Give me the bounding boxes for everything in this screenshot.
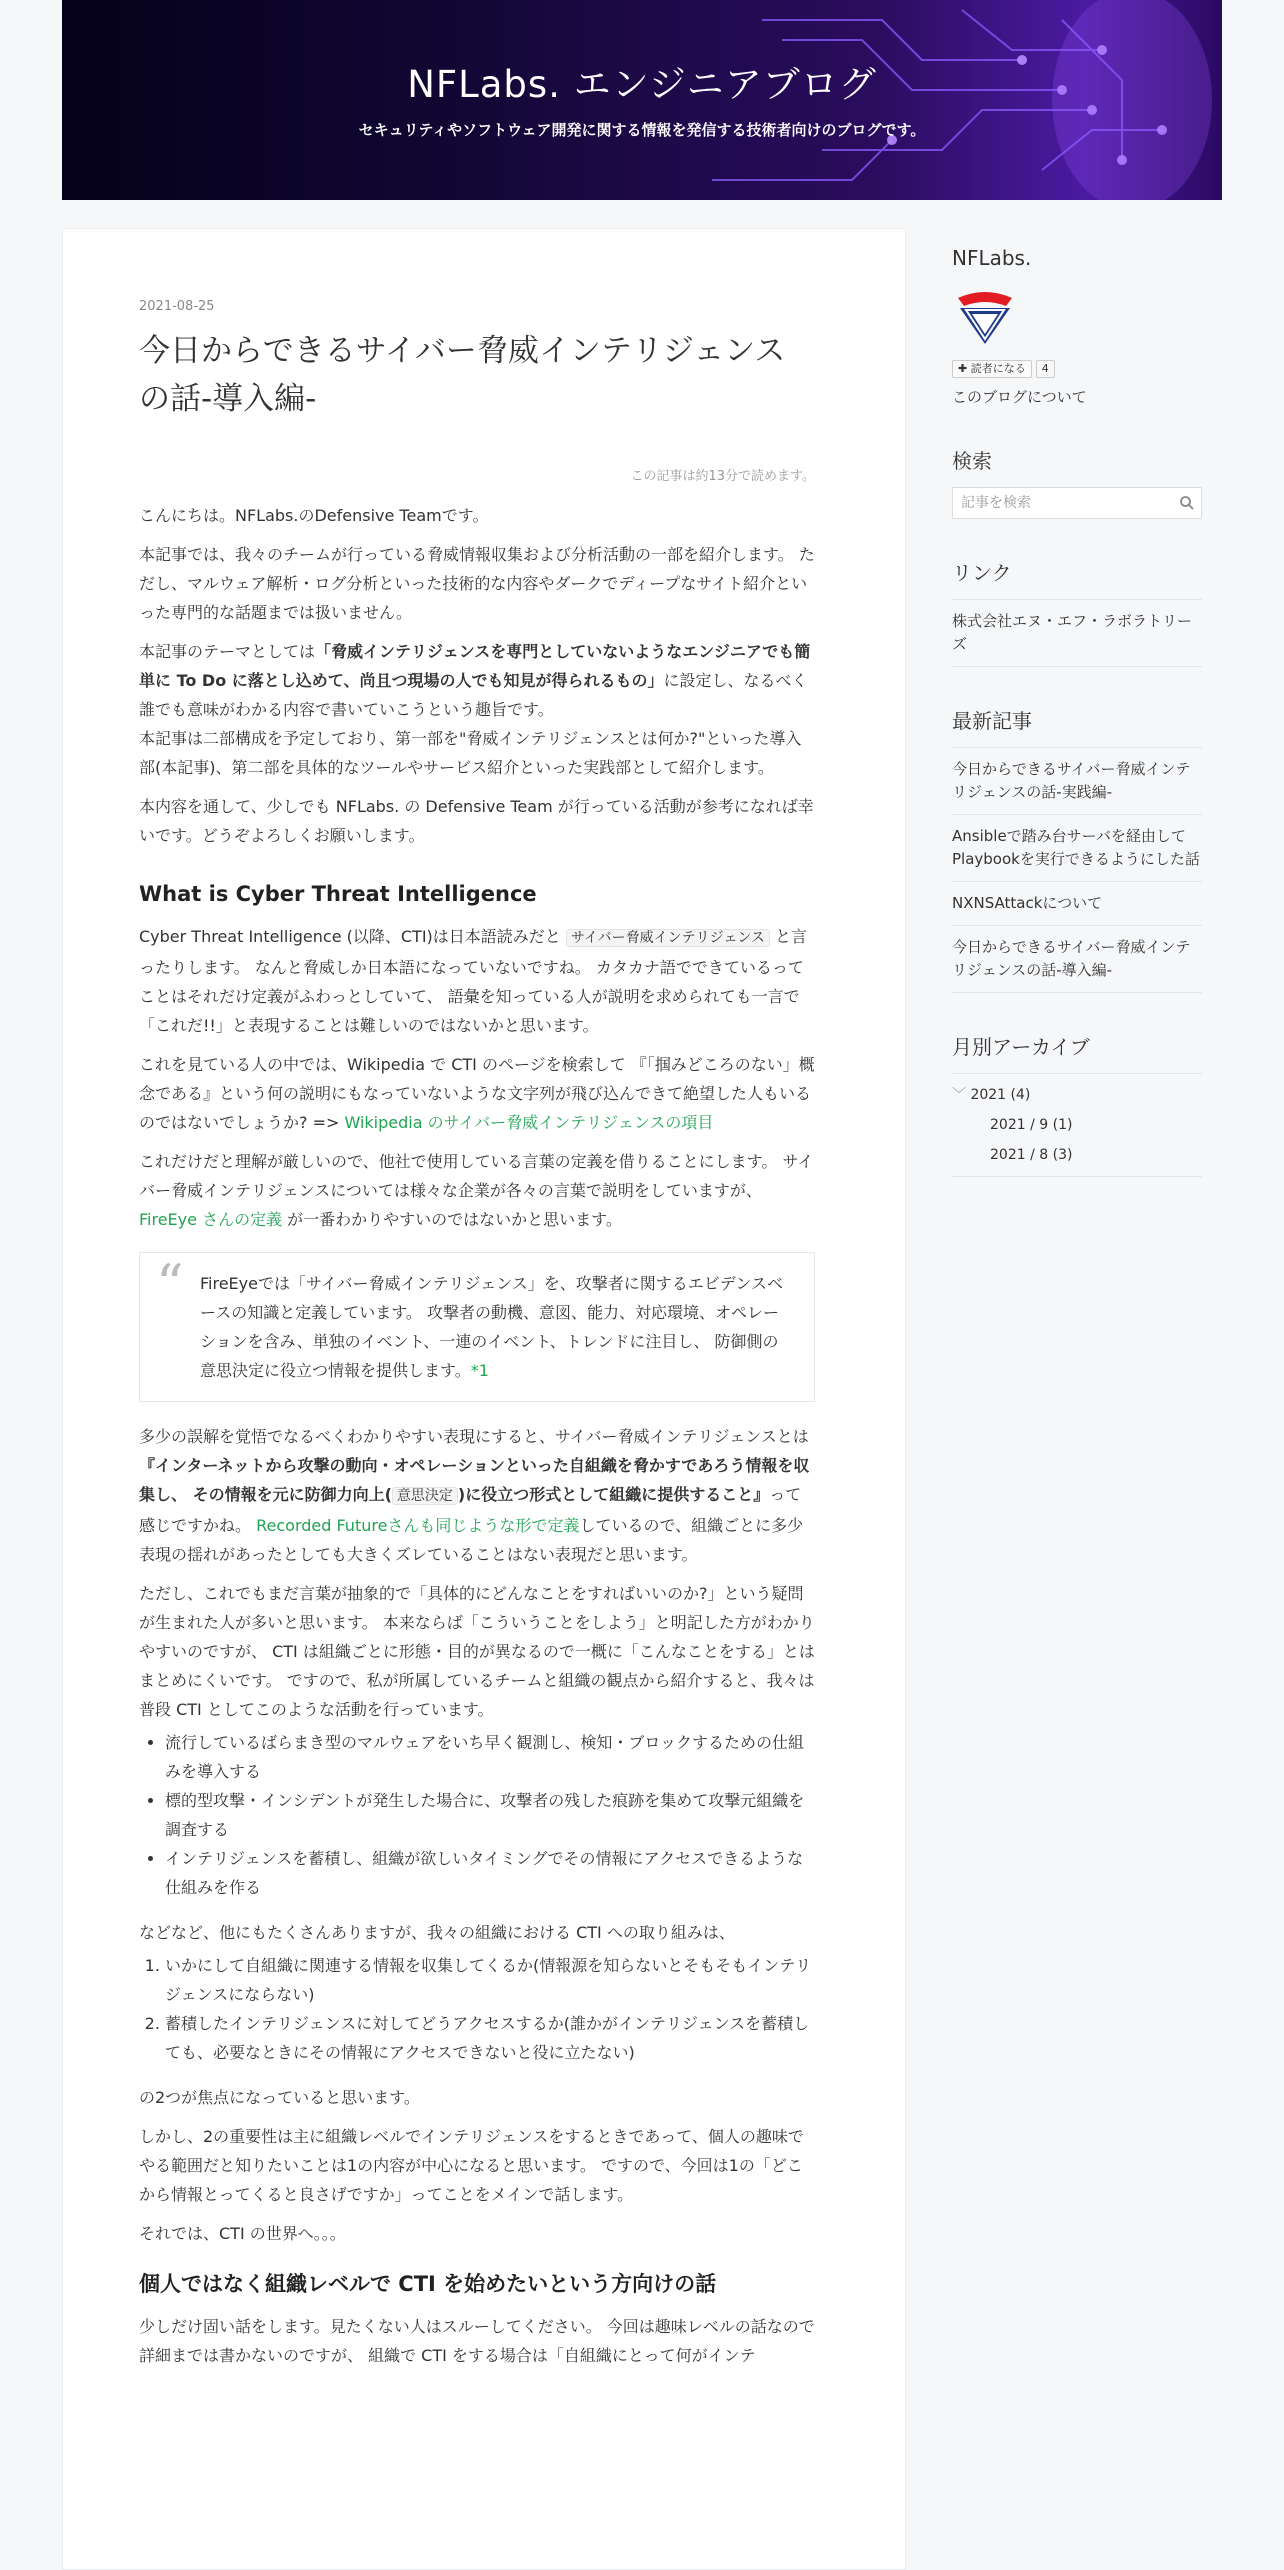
cti-paragraph-6: などなど、他にもたくさんありますが、我々の組織における CTI への取り組みは、 (139, 1923, 735, 1942)
fireeye-link[interactable]: FireEye さんの定義 (139, 1210, 283, 1229)
focus-list (139, 1951, 815, 2067)
section-heading-organization: 個人ではなく組織レベルで CTI を始めたいという方向けの話 (139, 2272, 717, 2296)
recent-title: 最新記事 (952, 709, 1032, 733)
archive-month-link[interactable]: 2021 / 8 (3) (990, 1147, 1073, 1163)
cti-paragraph-8: しかし、2の重要性は主に組織レベルでインテリジェンスをするときであって、個人の趣味でやる範囲だと知りたいことは1の内容が中心になると思います。 ですので、今回は1の「どこから情報とってくると良さげですか」ってことをメインで話します。 (139, 2127, 804, 2204)
search-icon[interactable] (1179, 495, 1195, 511)
footnote-link[interactable]: *1 (470, 1361, 489, 1380)
list-item: • インテリジェンスを蓄積し、組織が欲しいタイミングでその情報にアクセスできるような仕組みを作る (165, 1844, 815, 1902)
cti-paragraph-9: それでは、CTI の世界へ。。。 (139, 2224, 346, 2243)
fireeye-quote: “ FireEyeでは「サイバー脅威インテリジェンス」を、攻撃者に関するエビデンスベースの知識と定義しています。 攻撃者の動機、意図、能力、対応環境、オペレーションを含み、単独のイベント、一連のイベント、トレンドに注目し、 防御側の意思決定に役立つ情報を提供します。*1 (139, 1252, 815, 1402)
list-item: • 流行しているばらまき型のマルウェアをいち早く観測し、検知・ブロックするための仕組みを導入する (165, 1728, 815, 1786)
inline-code: サイバー脅威インテリジェンス (566, 929, 770, 947)
blog-title[interactable]: NFLabs. エンジニアブログ (407, 63, 877, 106)
list-item: 2. 蓄積したインテリジェンスに対してどうアクセスするか(誰かがインテリジェンスを蓄積しても、必要なときにその情報にアクセスできないと役に立たない) (165, 2009, 815, 2067)
cti-paragraph-3: これだけだと理解が厳しいので、他社で使用している言葉の定義を借りることにします。 サイバー脅威インテリジェンスについては様々な企業が各々の言葉で説明をしていますが、 FireEye さんの定義 が一番わかりやすいのではないかと思います。 (139, 1152, 814, 1229)
blog-header-banner (62, 0, 1222, 200)
archive-year-2021[interactable]: ﹀ 2021 (4) (952, 1080, 1202, 1110)
profile-module (952, 244, 1202, 407)
recent-entry-link[interactable]: 今日からできるサイバー脅威インテリジェンスの話-導入編- (952, 925, 1202, 993)
subscribe-widget (952, 360, 1055, 378)
archive-title: 月別アーカイブ (952, 1035, 1090, 1059)
subscribe-button[interactable]: ✚ 読者になる (952, 360, 1032, 378)
plus-icon: ✚ (958, 362, 968, 375)
archive-month-link[interactable]: 2021 / 9 (1) (990, 1117, 1073, 1133)
article-title[interactable]: 今日からできるサイバー脅威インテリジェンスの話-導入編- (139, 333, 786, 417)
search-title: 検索 (952, 449, 992, 473)
article-date[interactable]: 2021-08-25 (139, 299, 215, 314)
cti-paragraph-7: の2つが焦点になっていると思います。 (139, 2088, 420, 2107)
search-module (952, 447, 1202, 519)
cti-paragraph-4: 多少の誤解を覚悟でなるべくわかりやすい表現にすると、サイバー脅威インテリジェンスとは 『インターネットから攻撃の動向・オペレーションといった自組織を脅かすであろう情報を収集し、 その情報を元に防御力向上( 意思決定 )に役立つ形式として組織に提供すること』って感じですかね。 Recorded Futureさんも同じような形で定義しているので、組織ごとに多少表現の揺れがあったとしても大きくズレていることはない表現だと思います。 (139, 1427, 810, 1564)
recent-entry-link[interactable]: 今日からできるサイバー脅威インテリジェンスの話-実践編- (952, 747, 1202, 814)
intro-paragraph-3: 本記事のテーマとしては「脅威インテリジェンスを専門としていないようなエンジニアでも簡単に To Do に落とし込めて、尚且つ現場の人でも知見が得られるもの」に設定し、なるべく誰でも意味がわかる内容で書いていこうという趣旨です。 (139, 642, 811, 719)
profile-name[interactable]: NFLabs. (952, 246, 1032, 270)
about-blog-link[interactable]: このブログについて (952, 388, 1087, 406)
quote-icon: “ (156, 1253, 184, 1316)
wikipedia-link[interactable]: Wikipedia のサイバー脅威インテリジェンスの項目 (344, 1113, 714, 1132)
article-container (62, 228, 906, 2570)
activity-list (139, 1728, 815, 1902)
intro-paragraph-1: こんにちは。NFLabs.のDefensive Teamです。 (139, 506, 489, 525)
blog-subtitle: セキュリティやソフトウェア開発に関する情報を発信する技術者向けのブログです。 (358, 121, 926, 139)
intro-paragraph-4: 本記事は二部構成を予定しており、第一部を"脅威インテリジェンスとは何か?"といった導入部(本記事)、第二部を具体的なツールやサービス紹介といった実践部として紹介します。 (139, 729, 802, 777)
recent-entry-link[interactable]: NXNSAttackについて (952, 881, 1202, 925)
subscriber-count: 4 (1036, 360, 1055, 378)
nflabs-logo-icon[interactable] (952, 284, 1018, 346)
chevron-down-icon[interactable]: ﹀ (952, 1087, 966, 1103)
list-item: • 標的型攻撃・インシデントが発生した場合に、攻撃者の残した痕跡を集めて攻撃元組織を調査する (165, 1786, 815, 1844)
links-module (952, 559, 1202, 667)
article-content (139, 297, 815, 2380)
section-heading-cti: What is Cyber Threat Intelligence (139, 882, 537, 906)
links-title: リンク (952, 561, 1012, 585)
recent-entry-link[interactable]: Ansibleで踏み台サーバを経由してPlaybookを実行できるようにした話 (952, 814, 1202, 881)
read-time: この記事は約13分で読めます。 (630, 469, 815, 484)
search-box (952, 487, 1202, 519)
cti-paragraph-2: これを見ている人の中では、Wikipedia で CTI のページを検索して 『「掴みどころのない」概念である』という何の説明にもなっていないような文字列が飛び込んできて絶望した人もいるのではないでしょうか? => Wikipedia のサイバー脅威インテリジェンスの項目 (139, 1055, 815, 1132)
recorded-future-link[interactable]: Recorded Futureさんも同じような形で定義 (256, 1516, 580, 1535)
cti-paragraph-5: ただし、これでもまだ言葉が抽象的で「具体的にどんなことをすればいいのか?」という疑問が生まれた人が多いと思います。 本来ならば「こういうことをしよう」と明記した方がわかりやすいのですが、 CTI は組織ごとに形態・目的が異なるので一概に「こんなことをする」とはまとめにくいです。 ですので、私が所属しているチームと組織の観点から紹介すると、我々は普段 CTI としてこのような活動を行っています。 (139, 1584, 815, 1719)
archive-module (952, 1033, 1202, 1177)
intro-paragraph-5: 本内容を通して、少しでも NFLabs. の Defensive Team が行っている活動が参考になれば幸いです。どうぞよろしくお願いします。 (139, 797, 814, 845)
inline-code-decision: 意思決定 (392, 1487, 458, 1505)
sidebar (952, 228, 1202, 1217)
archive-list (952, 1073, 1202, 1177)
intro-paragraph-2: 本記事では、我々のチームが行っている脅威情報収集および分析活動の一部を紹介します。 ただし、マルウェア解析・ログ分析といった技術的な内容やダークでディープなサイト紹介といった専門的な話題までは扱いません。 (139, 545, 815, 622)
org-paragraph-1: 少しだけ固い話をします。見たくない人はスルーしてください。 今回は趣味レベルの話なので詳細までは書かないのですが、 組織で CTI をする場合は「自組織にとって何がインテ (139, 2317, 815, 2365)
list-item: 1. いかにして自組織に関連する情報を収集してくるか(情報源を知らないとそもそもインテリジェンスにならない) (165, 1951, 815, 2009)
search-input[interactable] (953, 488, 1169, 518)
sidebar-link-nflabs[interactable]: 株式会社エヌ・エフ・ラボラトリーズ (952, 599, 1202, 667)
cti-paragraph-1: Cyber Threat Intelligence (以降、CTI)は日本語読みだと サイバー脅威インテリジェンス と言ったりします。 なんと脅威しか日本語になっていないですね。 カタカナ語でできているってことはそれだけ定義がふわっとしていて、 語彙を知っている人が説明を求められても一言で「これだ!!」と表現することは難しいのではないかと思います。 (139, 927, 808, 1035)
recent-module (952, 707, 1202, 993)
